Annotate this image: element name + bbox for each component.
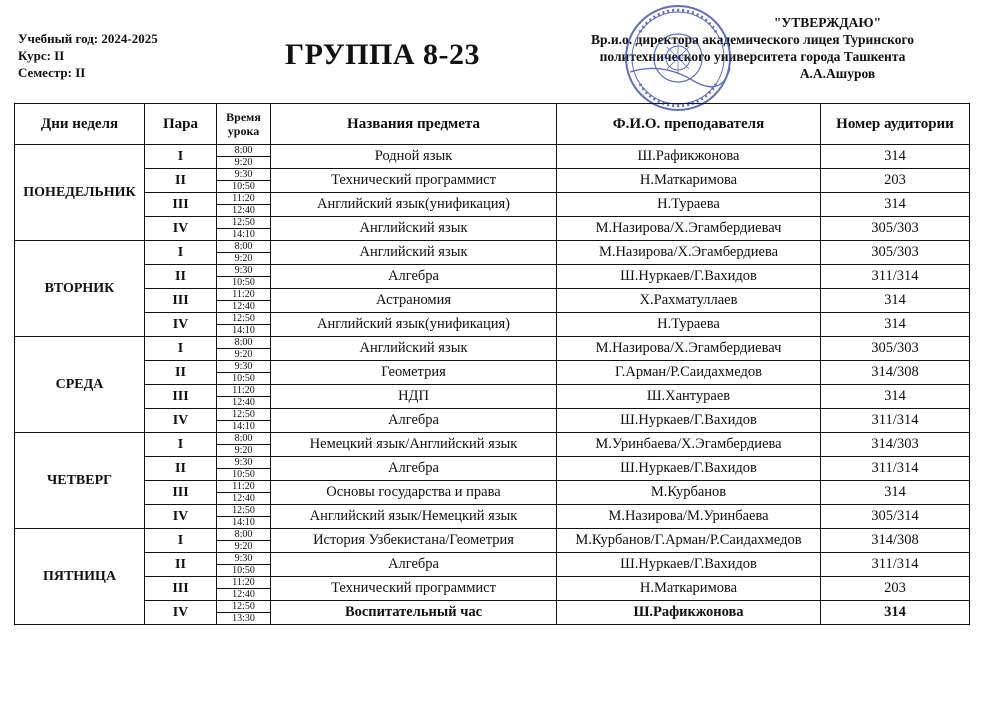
header-row bbox=[15, 104, 970, 145]
teacher-name: Ш.Рафикжонова bbox=[557, 601, 821, 625]
meta-block bbox=[18, 30, 158, 81]
lesson-row bbox=[15, 193, 970, 205]
lesson-end-time: 14:10 bbox=[217, 325, 271, 337]
subject-name: Воспитательный час bbox=[271, 601, 557, 625]
subject-name: Основы государства и права bbox=[271, 481, 557, 505]
approval-block bbox=[545, 14, 960, 82]
room-number: 311/314 bbox=[821, 553, 970, 577]
teacher-name: М.Назирова/Х.Эгамбердиевач bbox=[557, 217, 821, 241]
lesson-row bbox=[15, 217, 970, 229]
approval-line-2: политехнического университета города Ташкента bbox=[599, 49, 906, 64]
lesson-row bbox=[15, 361, 970, 373]
approval-title: "УТВЕРЖДАЮ" bbox=[773, 15, 882, 30]
lesson-row bbox=[15, 337, 970, 349]
lesson-start-time: 11:20 bbox=[217, 193, 271, 205]
room-number: 314 bbox=[821, 601, 970, 625]
room-number: 314 bbox=[821, 193, 970, 217]
group-title: ГРУППА 8-23 bbox=[285, 38, 481, 71]
lesson-number: I bbox=[145, 337, 217, 361]
col-teacher-header: Ф.И.О. преподавателя bbox=[557, 104, 821, 145]
lesson-row bbox=[15, 505, 970, 517]
lesson-end-time: 14:10 bbox=[217, 421, 271, 433]
lesson-number: II bbox=[145, 457, 217, 481]
day-name: СРЕДА bbox=[15, 337, 145, 433]
room-number: 305/303 bbox=[821, 337, 970, 361]
lesson-number: I bbox=[145, 241, 217, 265]
day-name: ВТОРНИК bbox=[15, 241, 145, 337]
lesson-start-time: 11:20 bbox=[217, 481, 271, 493]
lesson-row bbox=[15, 313, 970, 325]
lesson-number: II bbox=[145, 265, 217, 289]
teacher-name: М.Уринбаева/Х.Эгамбердиева bbox=[557, 433, 821, 457]
lesson-end-time: 12:40 bbox=[217, 397, 271, 409]
teacher-name: Ш.Рафикжонова bbox=[557, 145, 821, 169]
teacher-name: Г.Арман/Р.Саидахмедов bbox=[557, 361, 821, 385]
lesson-row bbox=[15, 241, 970, 253]
room-number: 314 bbox=[821, 289, 970, 313]
subject-name: Технический программист bbox=[271, 577, 557, 601]
room-number: 314/303 bbox=[821, 433, 970, 457]
lesson-number: IV bbox=[145, 217, 217, 241]
lesson-number: IV bbox=[145, 313, 217, 337]
lesson-row bbox=[15, 577, 970, 589]
lesson-end-time: 12:40 bbox=[217, 589, 271, 601]
subject-name: Немецкий язык/Английский язык bbox=[271, 433, 557, 457]
lesson-row bbox=[15, 409, 970, 421]
lesson-start-time: 12:50 bbox=[217, 217, 271, 229]
teacher-name: Н.Тураева bbox=[557, 313, 821, 337]
lesson-number: III bbox=[145, 385, 217, 409]
lesson-number: III bbox=[145, 481, 217, 505]
col-para-header: Пара bbox=[145, 104, 217, 145]
lesson-start-time: 9:30 bbox=[217, 457, 271, 469]
teacher-name: М.Назирова/Х.Эгамбердиева bbox=[557, 241, 821, 265]
subject-name: Родной язык bbox=[271, 145, 557, 169]
room-number: 311/314 bbox=[821, 409, 970, 433]
lesson-number: III bbox=[145, 289, 217, 313]
teacher-name: Ш.Нуркаев/Г.Вахидов bbox=[557, 553, 821, 577]
subject-name: Английский язык bbox=[271, 241, 557, 265]
lesson-start-time: 9:30 bbox=[217, 265, 271, 277]
lesson-row bbox=[15, 601, 970, 613]
subject-name: Английский язык bbox=[271, 337, 557, 361]
approval-line-1: Вр.и.о. директора академического лицея Туринского bbox=[591, 32, 914, 47]
lesson-start-time: 8:00 bbox=[217, 241, 271, 253]
teacher-name: М.Назирова/М.Уринбаева bbox=[557, 505, 821, 529]
lesson-number: IV bbox=[145, 601, 217, 625]
subject-name: Геометрия bbox=[271, 361, 557, 385]
subject-name: НДП bbox=[271, 385, 557, 409]
lesson-number: I bbox=[145, 145, 217, 169]
subject-name: Технический программист bbox=[271, 169, 557, 193]
room-number: 314 bbox=[821, 313, 970, 337]
subject-name: Алгебра bbox=[271, 265, 557, 289]
room-number: 311/314 bbox=[821, 265, 970, 289]
lesson-row bbox=[15, 481, 970, 493]
subject-name: История Узбекистана/Геометрия bbox=[271, 529, 557, 553]
room-number: 314 bbox=[821, 385, 970, 409]
room-number: 314/308 bbox=[821, 361, 970, 385]
lesson-row bbox=[15, 145, 970, 157]
subject-name: Английский язык/Немецкий язык bbox=[271, 505, 557, 529]
lesson-number: I bbox=[145, 433, 217, 457]
lesson-start-time: 8:00 bbox=[217, 145, 271, 157]
room-number: 305/303 bbox=[821, 241, 970, 265]
lesson-end-time: 12:40 bbox=[217, 493, 271, 505]
subject-name: Астраномия bbox=[271, 289, 557, 313]
lesson-end-time: 10:50 bbox=[217, 469, 271, 481]
academic-year: Учебный год: 2024-2025 bbox=[18, 31, 158, 46]
teacher-name: Ш.Нуркаев/Г.Вахидов bbox=[557, 457, 821, 481]
room-number: 305/314 bbox=[821, 505, 970, 529]
lesson-number: III bbox=[145, 193, 217, 217]
lesson-row bbox=[15, 169, 970, 181]
lesson-start-time: 9:30 bbox=[217, 361, 271, 373]
day-name: ПОНЕДЕЛЬНИК bbox=[15, 145, 145, 241]
lesson-start-time: 12:50 bbox=[217, 601, 271, 613]
lesson-end-time: 9:20 bbox=[217, 445, 271, 457]
teacher-name: М.Курбанов/Г.Арман/Р.Саидахмедов bbox=[557, 529, 821, 553]
lesson-start-time: 9:30 bbox=[217, 169, 271, 181]
lesson-end-time: 9:20 bbox=[217, 541, 271, 553]
lesson-row bbox=[15, 457, 970, 469]
lesson-start-time: 12:50 bbox=[217, 505, 271, 517]
teacher-name: Х.Рахматуллаев bbox=[557, 289, 821, 313]
schedule-table bbox=[14, 103, 970, 625]
teacher-name: Н.Маткаримова bbox=[557, 169, 821, 193]
lesson-number: IV bbox=[145, 409, 217, 433]
room-number: 305/303 bbox=[821, 217, 970, 241]
subject-name: Алгебра bbox=[271, 553, 557, 577]
lesson-start-time: 8:00 bbox=[217, 337, 271, 349]
lesson-number: I bbox=[145, 529, 217, 553]
lesson-row bbox=[15, 385, 970, 397]
lesson-end-time: 12:40 bbox=[217, 205, 271, 217]
lesson-end-time: 9:20 bbox=[217, 253, 271, 265]
room-number: 314 bbox=[821, 145, 970, 169]
lesson-end-time: 13:30 bbox=[217, 613, 271, 625]
lesson-row bbox=[15, 289, 970, 301]
teacher-name: Ш.Нуркаев/Г.Вахидов bbox=[557, 265, 821, 289]
lesson-end-time: 14:10 bbox=[217, 517, 271, 529]
teacher-name: М.Курбанов bbox=[557, 481, 821, 505]
teacher-name: Н.Маткаримова bbox=[557, 577, 821, 601]
subject-name: Алгебра bbox=[271, 409, 557, 433]
course: Курс: II bbox=[18, 48, 65, 63]
room-number: 203 bbox=[821, 577, 970, 601]
col-subject-header: Названия предмета bbox=[271, 104, 557, 145]
lesson-number: II bbox=[145, 169, 217, 193]
room-number: 311/314 bbox=[821, 457, 970, 481]
lesson-end-time: 10:50 bbox=[217, 373, 271, 385]
subject-name: Алгебра bbox=[271, 457, 557, 481]
lesson-end-time: 9:20 bbox=[217, 157, 271, 169]
lesson-end-time: 14:10 bbox=[217, 229, 271, 241]
lesson-start-time: 8:00 bbox=[217, 433, 271, 445]
lesson-row bbox=[15, 529, 970, 541]
lesson-start-time: 12:50 bbox=[217, 313, 271, 325]
lesson-row bbox=[15, 553, 970, 565]
lesson-end-time: 10:50 bbox=[217, 181, 271, 193]
semester: Семестр: II bbox=[18, 65, 86, 80]
room-number: 314/308 bbox=[821, 529, 970, 553]
lesson-end-time: 10:50 bbox=[217, 565, 271, 577]
teacher-name: Н.Тураева bbox=[557, 193, 821, 217]
lesson-start-time: 11:20 bbox=[217, 577, 271, 589]
col-time-header: Время урока bbox=[217, 104, 271, 145]
lesson-start-time: 11:20 bbox=[217, 289, 271, 301]
lesson-start-time: 12:50 bbox=[217, 409, 271, 421]
lesson-start-time: 11:20 bbox=[217, 385, 271, 397]
day-name: ЧЕТВЕРГ bbox=[15, 433, 145, 529]
col-room-header: Номер аудитории bbox=[821, 104, 970, 145]
col-day-header: Дни неделя bbox=[15, 104, 145, 145]
subject-name: Английский язык(унификация) bbox=[271, 193, 557, 217]
lesson-start-time: 9:30 bbox=[217, 553, 271, 565]
lesson-end-time: 10:50 bbox=[217, 277, 271, 289]
lesson-end-time: 12:40 bbox=[217, 301, 271, 313]
room-number: 203 bbox=[821, 169, 970, 193]
room-number: 314 bbox=[821, 481, 970, 505]
subject-name: Английский язык(унификация) bbox=[271, 313, 557, 337]
lesson-number: II bbox=[145, 553, 217, 577]
lesson-number: III bbox=[145, 577, 217, 601]
lesson-row bbox=[15, 433, 970, 445]
lesson-number: IV bbox=[145, 505, 217, 529]
lesson-row bbox=[15, 265, 970, 277]
approval-signatory: А.А.Ашуров bbox=[799, 66, 876, 81]
schedule-body bbox=[15, 145, 970, 625]
teacher-name: Ш.Нуркаев/Г.Вахидов bbox=[557, 409, 821, 433]
lesson-end-time: 9:20 bbox=[217, 349, 271, 361]
day-name: ПЯТНИЦА bbox=[15, 529, 145, 625]
lesson-start-time: 8:00 bbox=[217, 529, 271, 541]
lesson-number: II bbox=[145, 361, 217, 385]
subject-name: Английский язык bbox=[271, 217, 557, 241]
teacher-name: Ш.Хантураев bbox=[557, 385, 821, 409]
teacher-name: М.Назирова/Х.Эгамбердиевач bbox=[557, 337, 821, 361]
official-seal-stamp bbox=[622, 2, 734, 114]
